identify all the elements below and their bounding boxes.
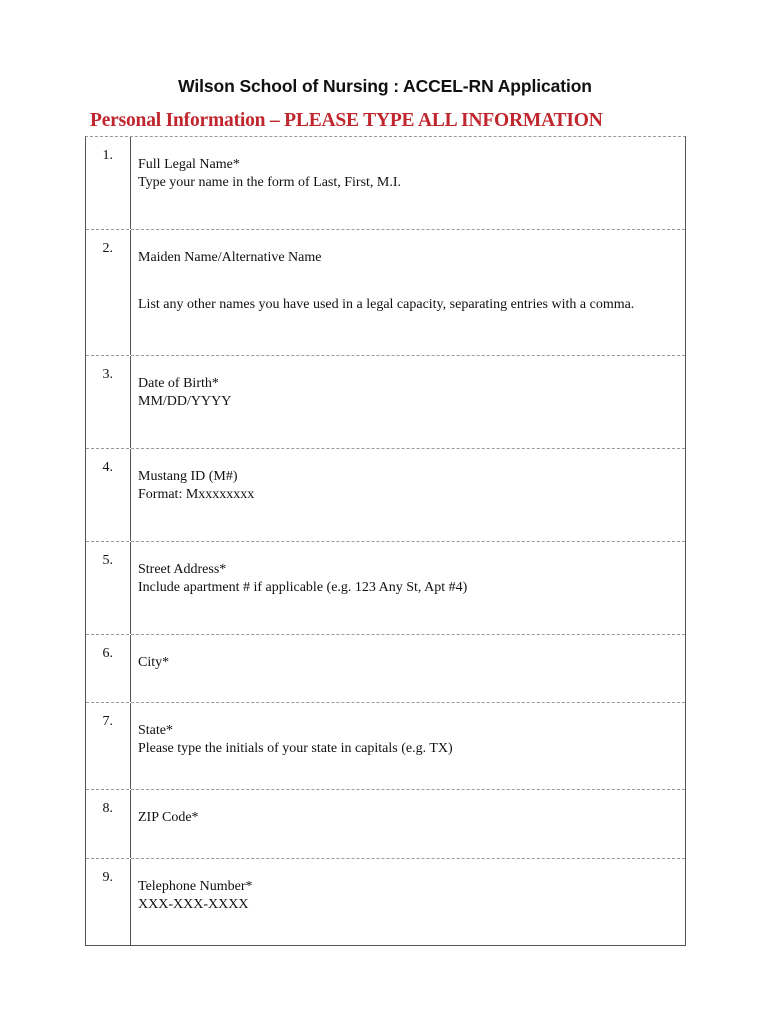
field-label: Maiden Name/Alternative Name [138, 250, 322, 265]
form-row-mustang-id[interactable] [86, 449, 685, 542]
form-row-street-address[interactable] [86, 542, 685, 635]
field-label: Mustang ID (M#) [138, 469, 238, 484]
row-content[interactable] [131, 703, 685, 789]
form-row-date-of-birth[interactable] [86, 356, 685, 449]
row-number: 6. [86, 635, 131, 702]
field-hint: List any other names you have used in a legal capacity, separating entries with a comma. [138, 297, 635, 312]
row-number: 2. [86, 230, 131, 355]
row-content[interactable] [131, 356, 685, 448]
field-hint: XXX-XXX-XXXX [138, 897, 249, 912]
row-content[interactable] [131, 859, 685, 945]
row-number: 5. [86, 542, 131, 634]
row-content[interactable] [131, 635, 685, 702]
row-number: 3. [86, 356, 131, 448]
row-number: 1. [86, 137, 131, 229]
field-label: ZIP Code* [138, 810, 199, 825]
form-row-state[interactable] [86, 703, 685, 790]
row-content[interactable] [131, 449, 685, 541]
field-hint: Format: Mxxxxxxxx [138, 487, 255, 502]
form-row-city[interactable] [86, 635, 685, 703]
form-row-maiden-name[interactable] [86, 230, 685, 356]
row-number: 8. [86, 790, 131, 858]
application-form-table [85, 136, 686, 946]
field-label: City* [138, 655, 170, 670]
row-number: 9. [86, 859, 131, 945]
field-hint: Type your name in the form of Last, First, M.I. [138, 175, 402, 190]
form-row-full-legal-name[interactable] [86, 137, 685, 230]
row-content[interactable] [131, 230, 685, 355]
document-title: Wilson School of Nursing : ACCEL-RN Application [178, 76, 592, 96]
form-row-zip-code[interactable] [86, 790, 685, 859]
form-row-telephone[interactable] [86, 859, 685, 945]
field-label: Date of Birth* [138, 376, 219, 391]
row-content[interactable] [131, 542, 685, 634]
field-label: State* [138, 723, 173, 738]
row-number: 7. [86, 703, 131, 789]
row-content[interactable] [131, 790, 685, 858]
section-heading: Personal Information – PLEASE TYPE ALL INFORMATION [90, 110, 603, 131]
field-label: Full Legal Name* [138, 157, 240, 172]
row-content[interactable] [131, 137, 685, 229]
field-label: Telephone Number* [138, 879, 253, 894]
field-hint: MM/DD/YYYY [138, 394, 232, 409]
field-hint: Include apartment # if applicable (e.g. 123 Any St, Apt #4) [138, 580, 468, 595]
row-number: 4. [86, 449, 131, 541]
field-hint: Please type the initials of your state in capitals (e.g. TX) [138, 741, 453, 756]
field-label: Street Address* [138, 562, 227, 577]
